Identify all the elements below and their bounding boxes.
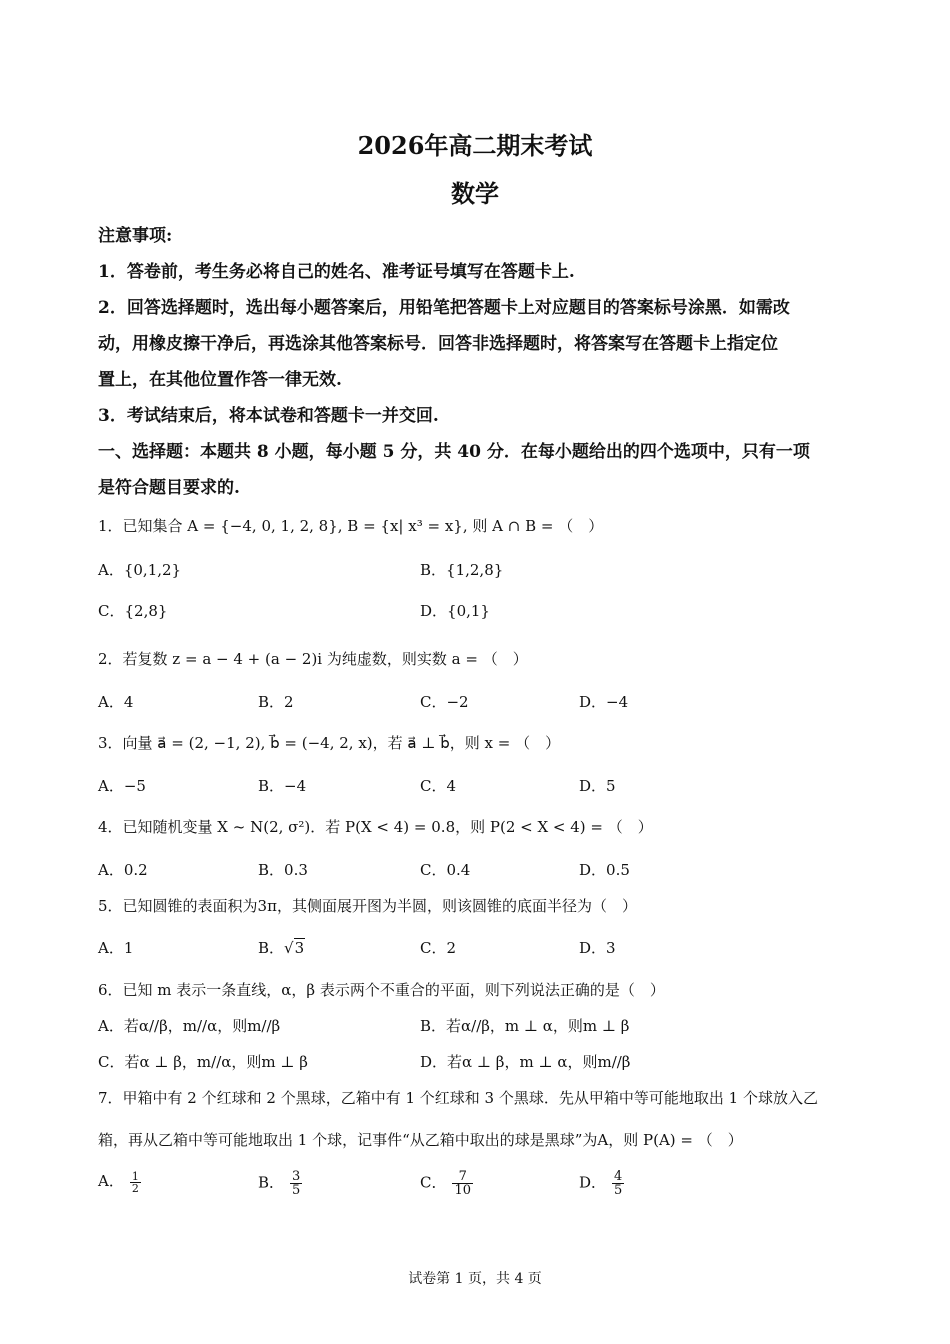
notice-item-2-line-2: 动，用橡皮擦干净后，再选涂其他答案标号．回答非选择题时，将答案写在答题卡上指定位: [98, 334, 778, 354]
section-1-heading-line-2: 是符合题目要求的.: [98, 478, 240, 498]
notice-heading: 注意事项:: [98, 226, 173, 246]
question-2-option-c: C．−2: [420, 693, 469, 711]
question-4-option-b: B．0.3: [258, 861, 308, 879]
exam-title: 2026年高二期末考试: [357, 131, 593, 160]
question-7-option-b: [258, 1170, 302, 1197]
question-5-option-a: A．1: [98, 939, 134, 957]
question-4-option-a: A．0.2: [98, 861, 148, 879]
question-4-stem: 4．已知随机变量 X ~ N(2, σ²)．若 P(X < 4) = 0.8，则 P(2 < X < 4) = （ ）: [98, 818, 653, 836]
question-7-option-c: [420, 1170, 473, 1197]
fraction-denominator: 5: [614, 1183, 623, 1198]
question-6-option-c: C．若α ⊥ β，m//α，则m ⊥ β: [98, 1053, 308, 1071]
question-7-stem-line-2: 箱，再从乙箱中等可能地取出 1 个球，记事件“从乙箱中取出的球是黑球”为A，则 P(A) = （ ）: [98, 1131, 743, 1149]
subject-title: 数学: [451, 179, 499, 208]
question-2-option-a: A．4: [98, 693, 134, 711]
question-1-option-b: B．{1,2,8}: [420, 561, 504, 579]
question-1-option-a: A．{0,1,2}: [98, 561, 182, 579]
question-3-stem: 3．向量 a⃗ = (2, −1, 2), b⃗ = (−4, 2, x)，若 a⃗ ⊥ b⃗，则 x = （ ）: [98, 734, 561, 752]
fraction-denominator: 10: [454, 1183, 472, 1198]
question-6-option-b: B．若α//β，m ⊥ α，则m ⊥ β: [420, 1017, 630, 1035]
question-5-option-d: D．3: [579, 939, 616, 957]
question-3-option-a: A．−5: [98, 777, 146, 795]
square-root-radicand: 3: [294, 939, 305, 957]
question-7-option-d: [579, 1170, 624, 1197]
question-5-stem: 5．已知圆锥的表面积为3π，其侧面展开图为半圆，则该圆锥的底面半径为（ ）: [98, 897, 637, 915]
fraction: [612, 1170, 624, 1197]
question-7-stem-line-1: 7．甲箱中有 2 个红球和 2 个黑球，乙箱中有 1 个红球和 3 个黑球．先从甲箱中等可能地取出 1 个球放入乙: [98, 1089, 818, 1107]
question-5-option-b: [258, 937, 305, 958]
question-7-option-a: [98, 1170, 141, 1194]
question-4-option-c: C．0.4: [420, 861, 471, 879]
question-5-option-b-label: B．: [258, 939, 285, 957]
notice-item-2-line-3: 置上，在其他位置作答一律无效.: [98, 370, 342, 390]
question-3-option-b: B．−4: [258, 777, 307, 795]
notice-item-3: 3．考试结束后，将本试卷和答题卡一并交回.: [98, 406, 439, 426]
question-4-option-d: D．0.5: [579, 861, 630, 879]
question-7-option-d-label: D．: [579, 1173, 607, 1192]
fraction: [290, 1170, 302, 1197]
page-footer: 试卷第 1 页，共 4 页: [408, 1271, 542, 1287]
question-6-stem: 6．已知 m 表示一条直线，α，β 表示两个不重合的平面，则下列说法正确的是（ ）: [98, 981, 665, 999]
question-6-option-a: A．若α//β，m//α，则m//β: [98, 1017, 281, 1035]
fraction-denominator: 2: [131, 1181, 139, 1195]
question-3-option-c: C．4: [420, 777, 457, 795]
question-3-option-d: D．5: [579, 777, 616, 795]
square-root: √3: [284, 939, 305, 957]
question-6-option-d: D．若α ⊥ β，m ⊥ α，则m//β: [420, 1053, 631, 1071]
question-2-stem: 2．若复数 z = a − 4 + (a − 2)i 为纯虚数，则实数 a = （ ）: [98, 650, 528, 668]
question-2-option-d: D．−4: [579, 693, 629, 711]
question-1-option-c: C．{2,8}: [98, 602, 168, 620]
question-7-option-b-label: B．: [258, 1173, 285, 1192]
fraction-numerator: 1: [131, 1169, 139, 1183]
fraction-denominator: 5: [292, 1183, 301, 1198]
fraction-numerator: 7: [452, 1170, 473, 1184]
question-1-stem: 1．已知集合 A = {−4, 0, 1, 2, 8}, B = {x| x³ = x}, 则 A ∩ B = （ ）: [98, 517, 604, 535]
fraction-numerator: 3: [292, 1169, 301, 1184]
fraction-numerator: 4: [614, 1169, 623, 1184]
question-5-option-c: C．2: [420, 939, 457, 957]
fraction: [452, 1170, 473, 1197]
notice-item-2-line-1: 2．回答选择题时，选出每小题答案后，用铅笔把答题卡上对应题目的答案标号涂黑．如需改: [98, 298, 790, 318]
fraction: [130, 1171, 141, 1194]
question-7-option-a-label: A．: [98, 1172, 124, 1190]
section-1-heading-line-1: 一、选择题：本题共 8 小题，每小题 5 分，共 40 分．在每小题给出的四个选项中，只有一项: [98, 442, 810, 462]
question-1-option-d: D．{0,1}: [420, 602, 490, 620]
question-2-option-b: B．2: [258, 693, 294, 711]
question-7-option-c-label: C．: [420, 1173, 447, 1192]
notice-item-1: 1．答卷前，考生务必将自己的姓名、准考证号填写在答题卡上.: [98, 262, 575, 282]
